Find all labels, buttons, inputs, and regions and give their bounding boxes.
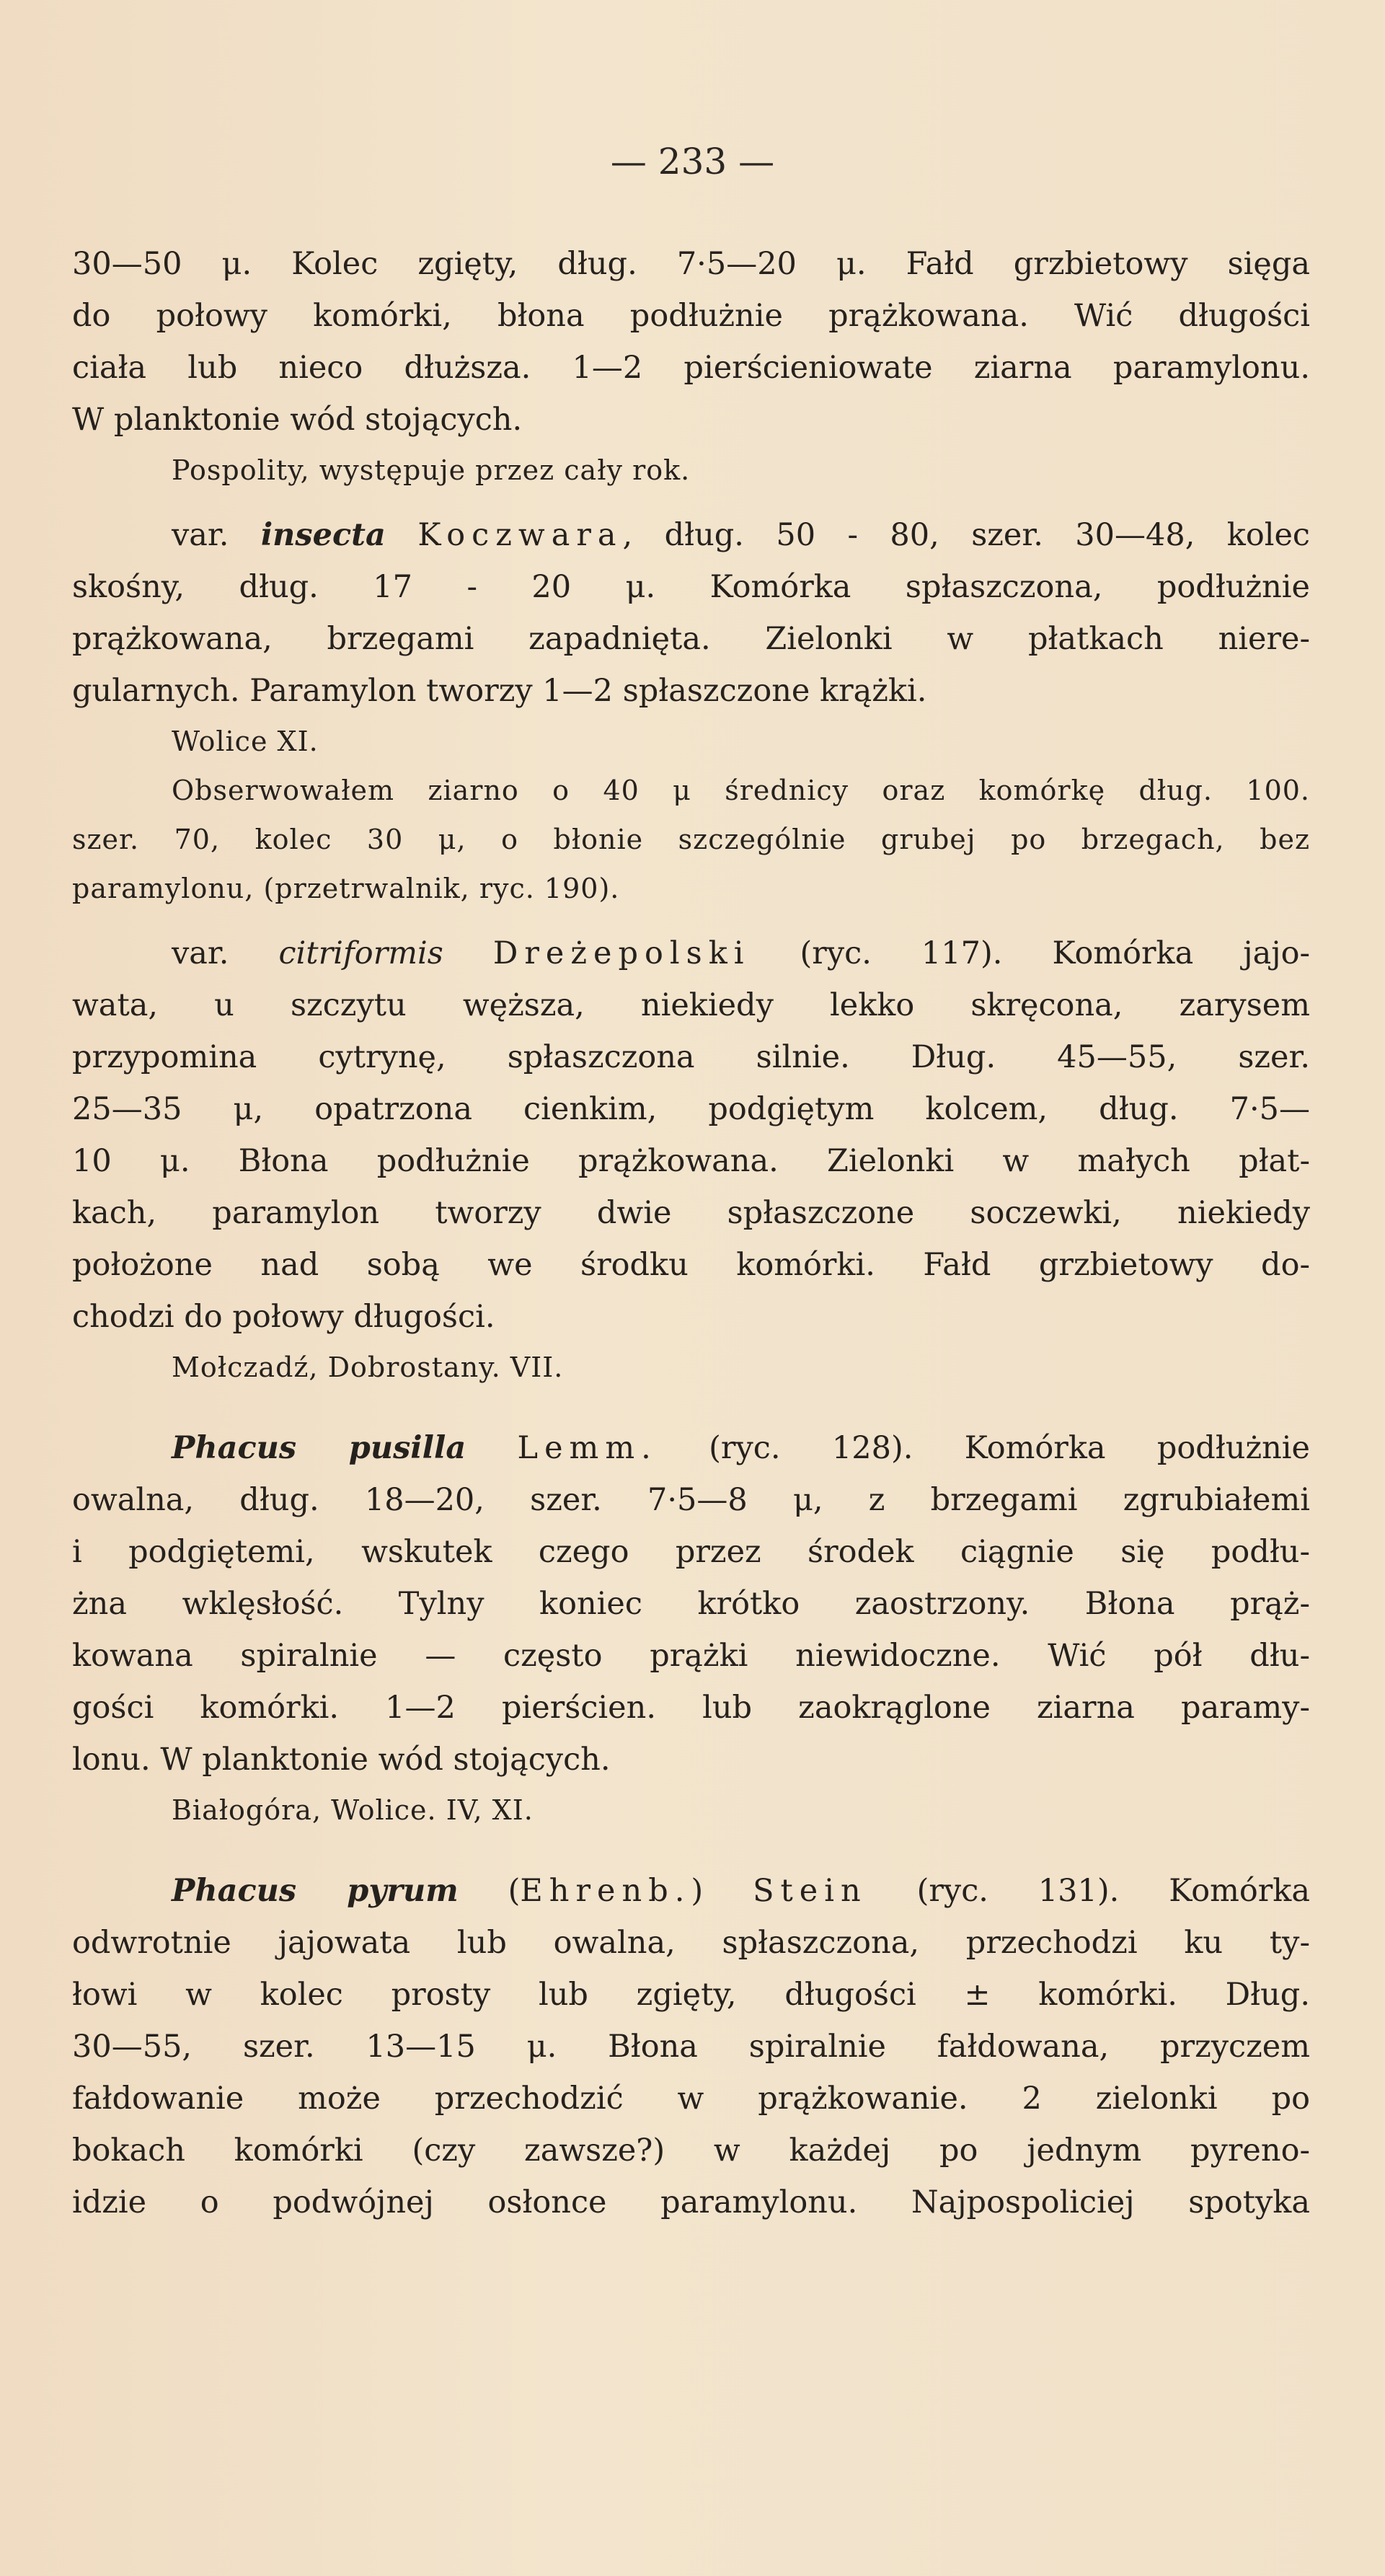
author-name: Ehrenb. <box>520 1873 691 1909</box>
text-line: 30—50 μ. Kolec zgięty, dług. 7·5—20 μ. Fałd grzbietowy sięga <box>72 246 1310 282</box>
text-line: do połowy komórki, błona podłużnie prążkowana. Wić długości <box>72 298 1310 334</box>
text-line: owalna, dług. 18—20, szer. 7·5—8 μ, z brzegami zgrubiałemi <box>72 1482 1310 1518</box>
page-number: — 233 — <box>610 141 775 182</box>
text-line: 10 μ. Błona podłużnie prążkowana. Zielonki w małych płat- <box>72 1143 1310 1179</box>
text-line: ciała lub nieco dłuższa. 1—2 pierścieniowate ziarna paramylonu. <box>72 350 1310 386</box>
spacer <box>72 1392 1310 1422</box>
author-name: Koczwara <box>417 517 623 553</box>
species-heading-line <box>72 1422 1310 1474</box>
text-line: idzie o podwójnej osłonce paramylonu. Najpospoliciej spotyka <box>72 2184 1310 2220</box>
text-line: kach, paramylon tworzy dwie spłaszczone soczewki, niekiedy <box>72 1195 1310 1231</box>
text-line: położone nad sobą we środku komórki. Fałd grzbietowy do- <box>72 1247 1310 1283</box>
variety-name: citriformis <box>278 935 443 971</box>
text-span: var. <box>172 935 279 971</box>
species-heading-line <box>72 1865 1310 1917</box>
author-name: Dreżepolski <box>492 935 751 971</box>
locality-note: Białogóra, Wolice. IV, XI. <box>172 1794 534 1826</box>
spacer <box>72 913 1310 927</box>
text-span <box>386 517 417 553</box>
text-line: skośny, dług. 17 - 20 μ. Komórka spłaszczona, podłużnie <box>72 569 1310 605</box>
variety-name: insecta <box>260 517 386 553</box>
text-line: łowi w kolec prosty lub zgięty, długości ± komórki. Dług. <box>72 1977 1310 2013</box>
text-line: kowana spiralnie — często prążki niewidoczne. Wić pół dłu- <box>72 1638 1310 1674</box>
text-line: 25—35 μ, opatrzona cienkim, podgiętym kolcem, dług. 7·5— <box>72 1091 1310 1127</box>
text-line: żna wklęsłość. Tylny koniec krótko zaostrzony. Błona prąż- <box>72 1586 1310 1622</box>
text-span <box>443 935 493 971</box>
text-line: i podgiętemi, wskutek czego przez środek ciągnie się podłu- <box>72 1534 1310 1570</box>
text-span: , dług. 50 - 80, szer. 30—48, kolec <box>622 517 1310 553</box>
text-span <box>466 1430 517 1466</box>
text-line: W planktonie wód stojących. <box>72 402 523 438</box>
text-line: gularnych. Paramylon tworzy 1—2 spłaszczone krążki. <box>72 673 927 709</box>
text-line: prążkowana, brzegami zapadnięta. Zielonki w płatkach niere- <box>72 621 1310 657</box>
locality-note: Wolice XI. <box>172 725 319 757</box>
text-line: fałdowanie może przechodzić w prążkowanie. 2 zielonki po <box>72 2081 1310 2117</box>
text-line: 30—55, szer. 13—15 μ. Błona spiralnie fałdowana, przyczem <box>72 2029 1310 2065</box>
text-span: ) <box>691 1873 753 1909</box>
text-line: odwrotnie jajowata lub owalna, spłaszczona, przechodzi ku ty- <box>72 1925 1310 1961</box>
text-line: przypomina cytrynę, spłaszczona silnie. Dług. 45—55, szer. <box>72 1039 1310 1075</box>
text-line: bokach komórki (czy zawsze?) w każdej po jednym pyreno- <box>72 2132 1310 2169</box>
text-line: gości komórki. 1—2 pierścien. lub zaokrąglone ziarna paramy- <box>72 1690 1310 1726</box>
text-span: (ryc. 128). Komórka podłużnie <box>657 1430 1310 1466</box>
species-name: Phacus pusilla <box>172 1430 466 1466</box>
text-line: chodzi do połowy długości. <box>72 1299 495 1335</box>
body-text <box>72 238 1310 2228</box>
variety-heading-line <box>72 509 1310 561</box>
observation-note: paramylonu, (przetrwalnik, ryc. 190). <box>72 873 620 904</box>
spacer <box>72 495 1310 509</box>
observation-note: Obserwowałem ziarno o 40 μ średnicy oraz komórkę dług. 100. <box>172 775 1310 806</box>
text-line: wata, u szczytu węższa, niekiedy lekko skręcona, zarysem <box>72 987 1310 1023</box>
text-span: ( <box>458 1873 521 1909</box>
text-span: (ryc. 117). Komórka jajo- <box>750 935 1310 971</box>
locality-note: Mołczadź, Dobrostany. VII. <box>172 1351 564 1383</box>
text-line: lonu. W planktonie wód stojących. <box>72 1742 611 1778</box>
text-span: var. <box>172 517 261 553</box>
spacer <box>72 1835 1310 1865</box>
author-name: Lemm. <box>517 1430 658 1466</box>
species-name: Phacus pyrum <box>172 1873 459 1909</box>
variety-heading-line <box>72 927 1310 979</box>
observation-note: szer. 70, kolec 30 μ, o błonie szczególnie grubej po brzegach, bez <box>72 824 1310 855</box>
locality-note: Pospolity, występuje przez cały rok. <box>172 454 691 486</box>
author-name: Stein <box>753 1873 867 1909</box>
text-span: (ryc. 131). Komórka <box>867 1873 1310 1909</box>
